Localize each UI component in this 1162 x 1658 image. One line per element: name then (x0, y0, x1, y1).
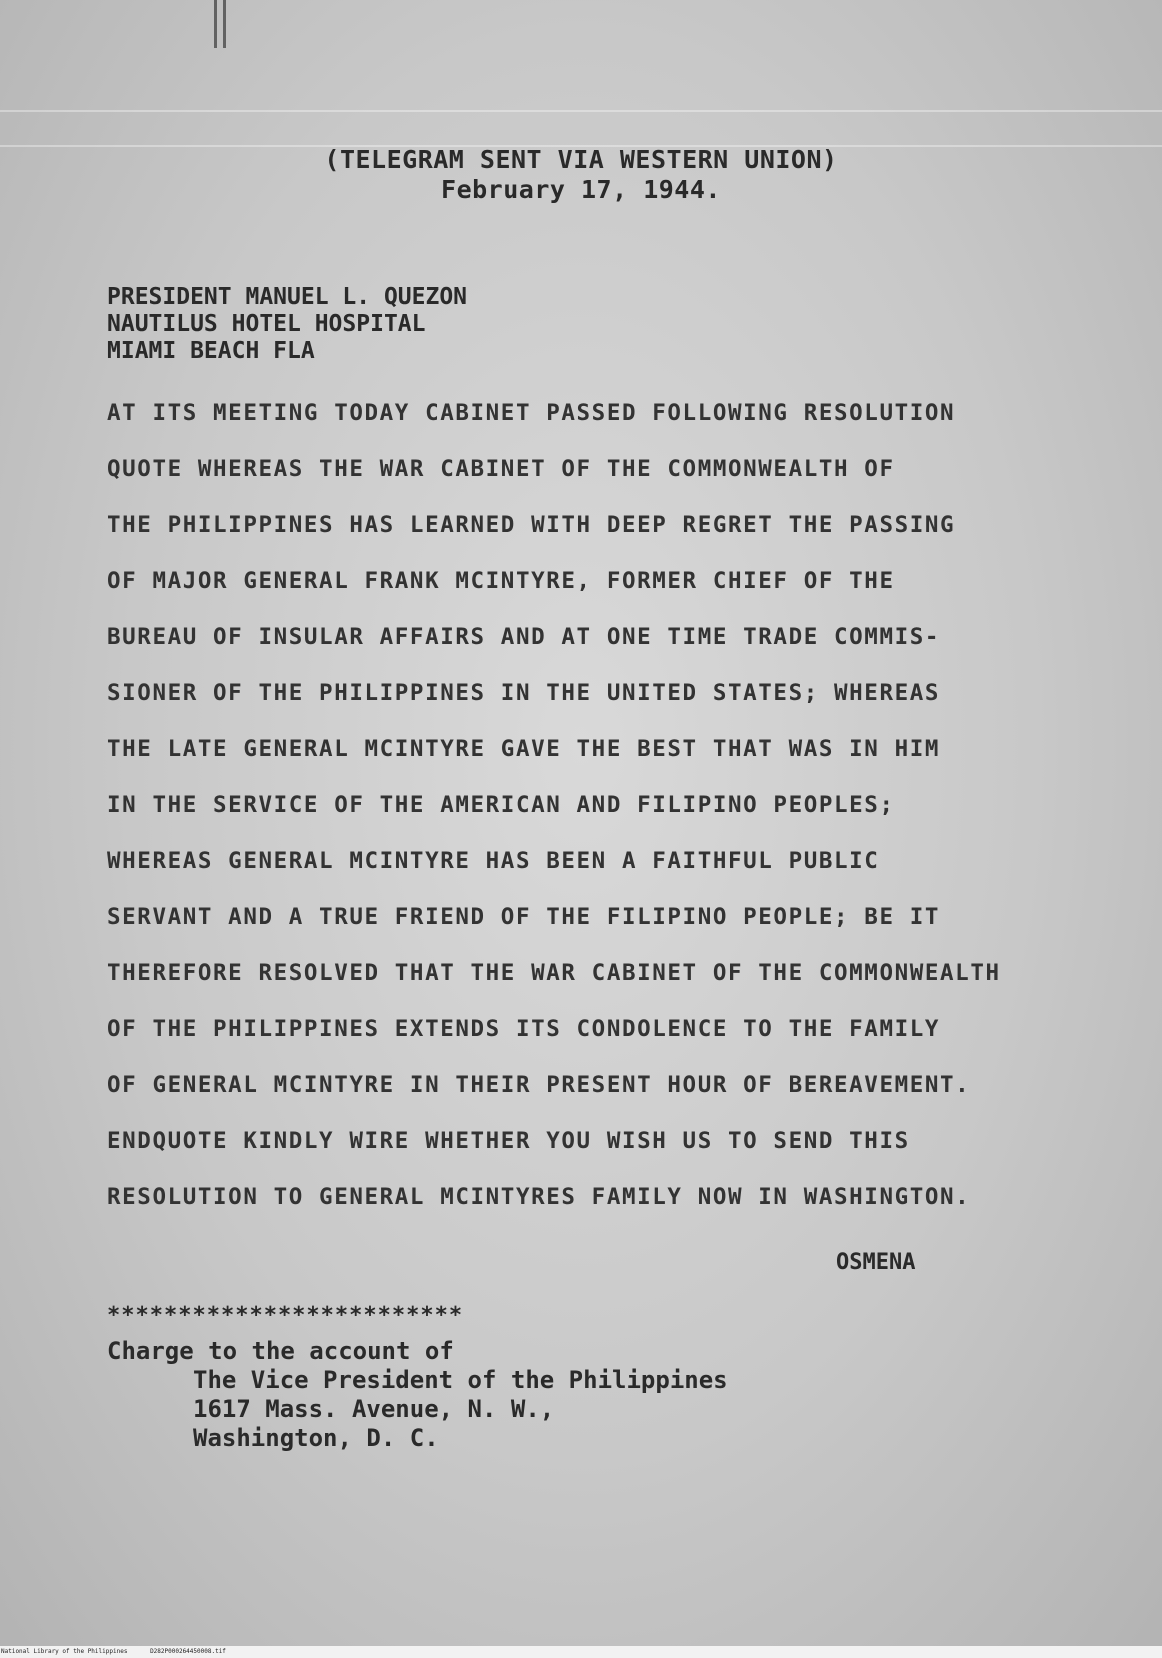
charge-line: The Vice President of the Philippines (193, 1366, 728, 1394)
body-line: THE PHILIPPINES HAS LEARNED WITH DEEP REGRET THE PASSING (107, 512, 956, 538)
separator: ************************* (107, 1303, 464, 1328)
telegram-note: (TELEGRAM SENT VIA WESTERN UNION) (324, 145, 838, 174)
address-block (107, 284, 467, 365)
address-line: NAUTILUS HOTEL HOSPITAL (107, 311, 426, 337)
body-line: IN THE SERVICE OF THE AMERICAN AND FILIPINO PEOPLES; (107, 792, 895, 818)
address-line: MIAMI BEACH FLA (107, 338, 315, 364)
body-line: BUREAU OF INSULAR AFFAIRS AND AT ONE TIME TRADE COMMIS- (107, 624, 941, 650)
body-line: OF MAJOR GENERAL FRANK MCINTYRE, FORMER CHIEF OF THE (107, 568, 895, 594)
staple-mark (214, 0, 228, 48)
body-line: WHEREAS GENERAL MCINTYRE HAS BEEN A FAITHFUL PUBLIC (107, 848, 880, 874)
charge-line: 1617 Mass. Avenue, N. W., (193, 1395, 555, 1423)
charge-line: Washington, D. C. (193, 1424, 439, 1452)
body-line: RESOLUTION TO GENERAL MCINTYRES FAMILY NOW IN WASHINGTON. (107, 1184, 971, 1210)
body-line: QUOTE WHEREAS THE WAR CABINET OF THE COMMONWEALTH OF (107, 456, 895, 482)
charge-line: Charge to the account of (107, 1337, 454, 1365)
signature: OSMENA (836, 1250, 916, 1275)
fold-line (0, 110, 1162, 112)
body-line: THEREFORE RESOLVED THAT THE WAR CABINET OF THE COMMONWEALTH (107, 960, 1001, 986)
footer-institution: National Library of the Philippines (1, 1648, 128, 1655)
archive-footer (0, 1646, 1162, 1658)
body-line: AT ITS MEETING TODAY CABINET PASSED FOLLOWING RESOLUTION (107, 400, 956, 426)
charge-block (107, 1337, 728, 1453)
body-line: SIONER OF THE PHILIPPINES IN THE UNITED STATES; WHEREAS (107, 680, 941, 706)
body-line: SERVANT AND A TRUE FRIEND OF THE FILIPINO PEOPLE; BE IT (107, 904, 941, 930)
letter-date: February 17, 1944. (441, 175, 721, 204)
address-line: PRESIDENT MANUEL L. QUEZON (107, 284, 468, 310)
body-line: OF THE PHILIPPINES EXTENDS ITS CONDOLENCE TO THE FAMILY (107, 1016, 941, 1042)
footer-file-id: D282P000264450008.tif (150, 1648, 226, 1655)
body-line: ENDQUOTE KINDLY WIRE WHETHER YOU WISH US TO SEND THIS (107, 1128, 910, 1154)
body-line: OF GENERAL MCINTYRE IN THEIR PRESENT HOUR OF BEREAVEMENT. (107, 1072, 971, 1098)
body-line: THE LATE GENERAL MCINTYRE GAVE THE BEST THAT WAS IN HIM (107, 736, 941, 762)
